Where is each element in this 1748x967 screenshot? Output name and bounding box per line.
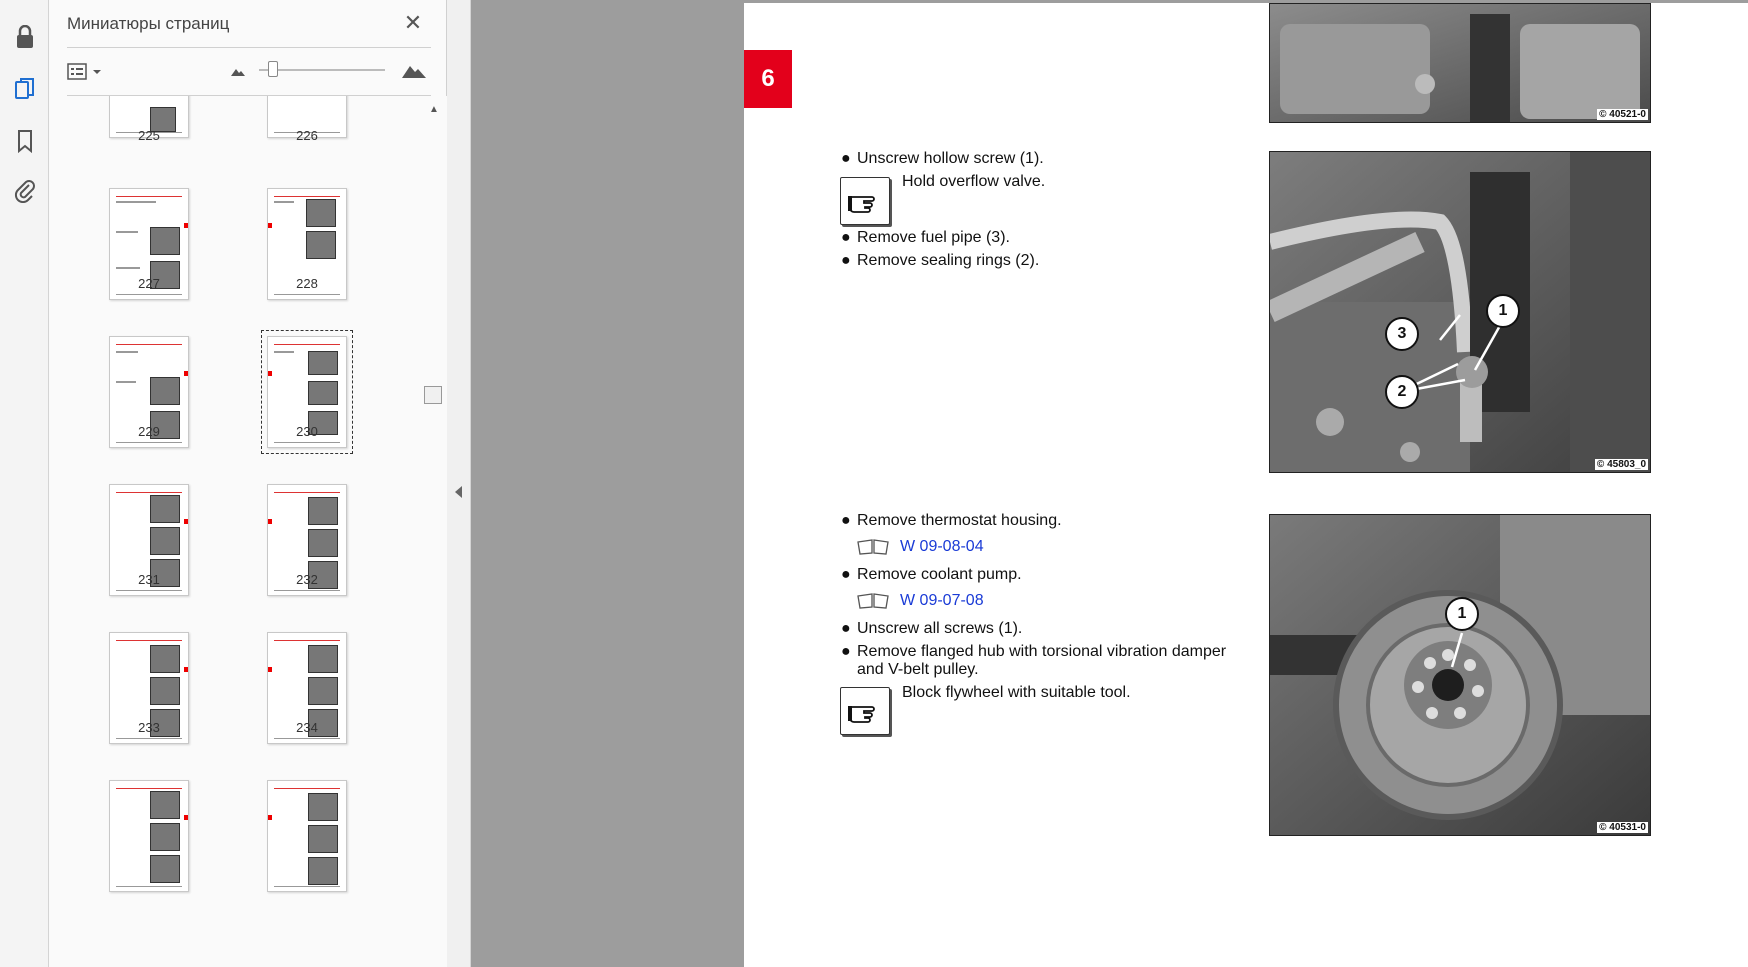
collapse-arrow-icon[interactable] [455, 486, 462, 498]
engine-photo-fuel-pipe [1269, 151, 1651, 473]
pointing-hand-icon [840, 687, 890, 735]
thumbnail-page[interactable] [267, 780, 347, 892]
pointing-hand-icon [840, 177, 890, 225]
reference-link[interactable] [856, 537, 984, 557]
step-remove-thermostat-housing: Remove thermostat housing. [857, 512, 1062, 529]
bullet: ● [841, 150, 851, 167]
slider-handle[interactable] [268, 61, 278, 77]
thumbnail-label: 228 [296, 276, 318, 291]
scrollbar-thumb[interactable] [424, 386, 442, 404]
thumbnail-label: 230 [296, 424, 318, 439]
photo-id: © 40531-0 [1599, 822, 1646, 833]
thumbnail-label: 234 [296, 720, 318, 735]
thumbnail-label: 225 [138, 128, 160, 143]
thumbnail-label: 229 [138, 424, 160, 439]
photo-id: © 40521-0 [1599, 109, 1646, 120]
thumbnail-label: 231 [138, 572, 160, 587]
divider [67, 47, 431, 48]
step-remove-flanged-hub-cont: and V-belt pulley. [857, 661, 979, 678]
link-w-09-08-04[interactable]: W 09-08-04 [900, 538, 984, 555]
note-hold-overflow-valve: Hold overflow valve. [902, 173, 1046, 190]
thumbnail-label: 233 [138, 720, 160, 735]
document-view [471, 0, 1748, 967]
thumbnails-panel [49, 0, 447, 967]
list-options-icon [67, 62, 107, 82]
step-unscrew-all-screws: Unscrew all screws (1). [857, 620, 1023, 637]
attachment-icon[interactable] [10, 176, 40, 206]
note-block-flywheel: Block flywheel with suitable tool. [902, 684, 1131, 701]
zoom-out-mountain-icon[interactable] [230, 64, 246, 82]
page-thumbnails-icon[interactable] [10, 74, 40, 104]
open-book-icon [856, 538, 890, 556]
thumbnail-label: 226 [296, 128, 318, 143]
chapter-number-tab: 6 [744, 50, 792, 108]
step-remove-flanged-hub: Remove flanged hub with torsional vibration damper [857, 643, 1227, 660]
thumbnail-label: 232 [296, 572, 318, 587]
scroll-up-arrow-icon[interactable]: ▲ [429, 104, 439, 115]
thumbnail-list [49, 96, 421, 967]
thumbnail-label: 227 [138, 276, 160, 291]
zoom-in-mountain-icon[interactable] [401, 61, 427, 84]
bullet: ● [841, 566, 851, 583]
callout-1: 1 [1445, 597, 1479, 631]
lock-icon[interactable] [10, 22, 40, 52]
panel-title: Миниатюры страниц [67, 14, 230, 33]
thumbnail-options-button[interactable] [67, 60, 107, 84]
callout-3: 3 [1385, 317, 1419, 351]
step-remove-fuel-pipe: Remove fuel pipe (3). [857, 229, 1010, 246]
callout-2: 2 [1385, 375, 1419, 409]
engine-photo-damper [1269, 514, 1651, 836]
bullet: ● [841, 512, 851, 529]
thumbnail-scrollbar[interactable] [421, 96, 447, 967]
panel-collapse-bar[interactable] [447, 0, 471, 967]
reference-link[interactable] [856, 591, 984, 611]
open-book-icon [856, 592, 890, 610]
bullet: ● [841, 252, 851, 269]
step-remove-coolant-pump: Remove coolant pump. [857, 566, 1022, 583]
close-icon[interactable]: ✕ [403, 10, 423, 35]
step-unscrew-hollow-screw: Unscrew hollow screw (1). [857, 150, 1044, 167]
photo-id: © 45803_0 [1596, 459, 1646, 470]
step-remove-sealing-rings: Remove sealing rings (2). [857, 252, 1040, 269]
engine-photo-top [1269, 3, 1651, 123]
callout-1: 1 [1486, 294, 1520, 328]
bullet: ● [841, 620, 851, 637]
bullet: ● [841, 229, 851, 246]
left-toolbar [0, 0, 49, 967]
thumbnail-page[interactable] [109, 780, 189, 892]
link-w-09-07-08[interactable]: W 09-07-08 [900, 592, 984, 609]
bullet: ● [841, 643, 851, 660]
bookmark-icon[interactable] [10, 126, 40, 156]
document-page [744, 3, 1748, 967]
